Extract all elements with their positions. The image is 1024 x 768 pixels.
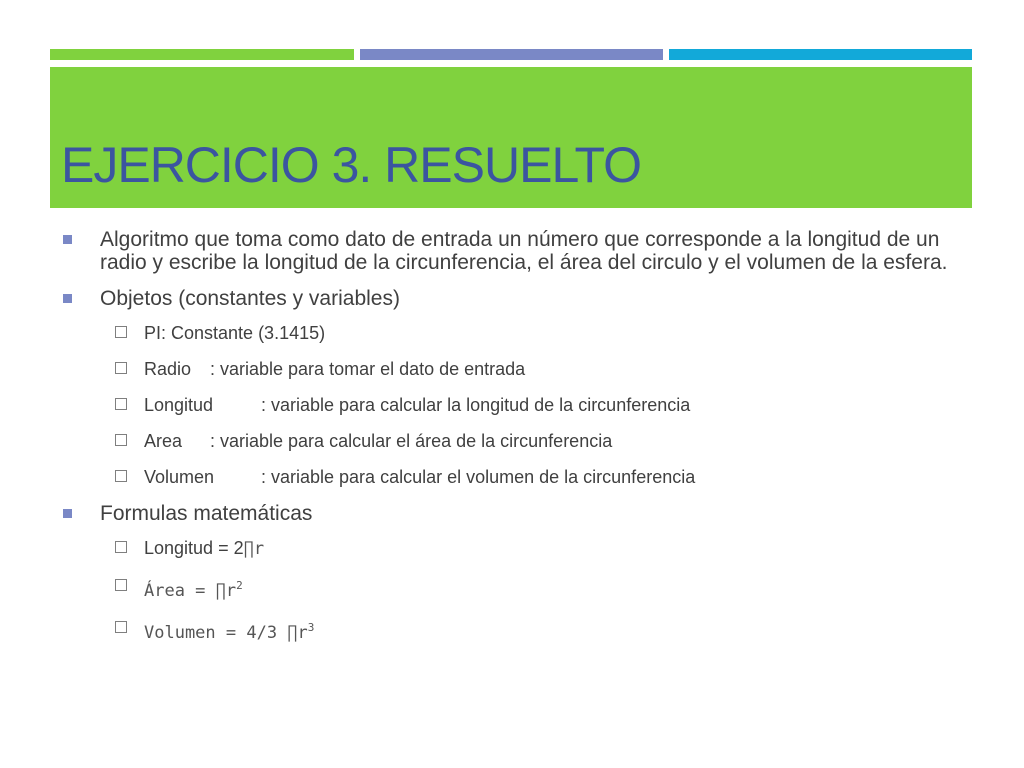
formula-exponent: 3 xyxy=(307,621,315,634)
sub-item-name: Radio xyxy=(144,359,192,379)
formula-expr: Área = ∏r xyxy=(144,581,237,601)
checkbox-bullet-icon xyxy=(115,470,127,482)
bullet-formulas xyxy=(60,502,960,525)
checkbox-bullet-icon xyxy=(115,621,127,633)
checkbox-bullet-icon xyxy=(115,362,127,374)
slide-title: EJERCICIO 3. RESUELTO xyxy=(61,137,642,193)
checkbox-bullet-icon xyxy=(115,434,127,446)
formula-exponent: 2 xyxy=(236,579,243,592)
formula-expr: ∏r xyxy=(243,539,265,559)
sub-item-name: PI: Constante (3.1415) xyxy=(144,323,326,343)
bullet-text: Algoritmo que toma como dato de entrada un número que corresponde a la longitud de un radio y escribe la longitud de la circunferencia, el área del circulo y el volumen de la esfera. xyxy=(100,228,948,274)
sub-item-desc: : variable para calcular el área de la circunferencia xyxy=(210,431,613,451)
checkbox-bullet-icon xyxy=(115,398,127,410)
square-bullet-icon xyxy=(63,509,72,518)
formula-longitud xyxy=(60,537,960,560)
sub-item-area xyxy=(60,430,960,452)
sub-item-desc: : variable para calcular la longitud de la circunferencia xyxy=(261,395,691,415)
sub-item-name: Longitud xyxy=(144,395,214,415)
accent-bar-green xyxy=(50,49,354,60)
bullet-text: Objetos (constantes y variables) xyxy=(100,287,400,310)
formula-volumen xyxy=(60,617,960,644)
sub-item-longitud xyxy=(60,394,960,416)
checkbox-bullet-icon xyxy=(115,541,127,553)
sub-item-name: Area xyxy=(144,431,183,451)
bullet-text: Formulas matemáticas xyxy=(100,502,313,525)
sub-item-radio xyxy=(60,358,960,380)
sub-item-name: Volumen xyxy=(144,467,215,487)
sub-item-pi xyxy=(60,322,960,344)
checkbox-bullet-icon xyxy=(115,579,127,591)
checkbox-bullet-icon xyxy=(115,326,127,338)
sub-item-desc: : variable para calcular el volumen de la circunferencia xyxy=(261,467,696,487)
formula-prefix: Longitud = 2 xyxy=(144,538,244,558)
square-bullet-icon xyxy=(63,294,72,303)
sub-item-volumen xyxy=(60,466,960,488)
bullet-algorithm xyxy=(60,228,960,274)
formula-expr: Volumen = 4/3 ∏r xyxy=(144,623,308,643)
sub-item-desc: : variable para tomar el dato de entrada xyxy=(210,359,526,379)
formula-area xyxy=(60,575,960,602)
title-band xyxy=(50,67,972,208)
accent-bar-cyan xyxy=(669,49,972,60)
bullet-objects xyxy=(60,287,960,310)
accent-bar-blue xyxy=(360,49,663,60)
square-bullet-icon xyxy=(63,235,72,244)
slide-content xyxy=(60,228,960,644)
